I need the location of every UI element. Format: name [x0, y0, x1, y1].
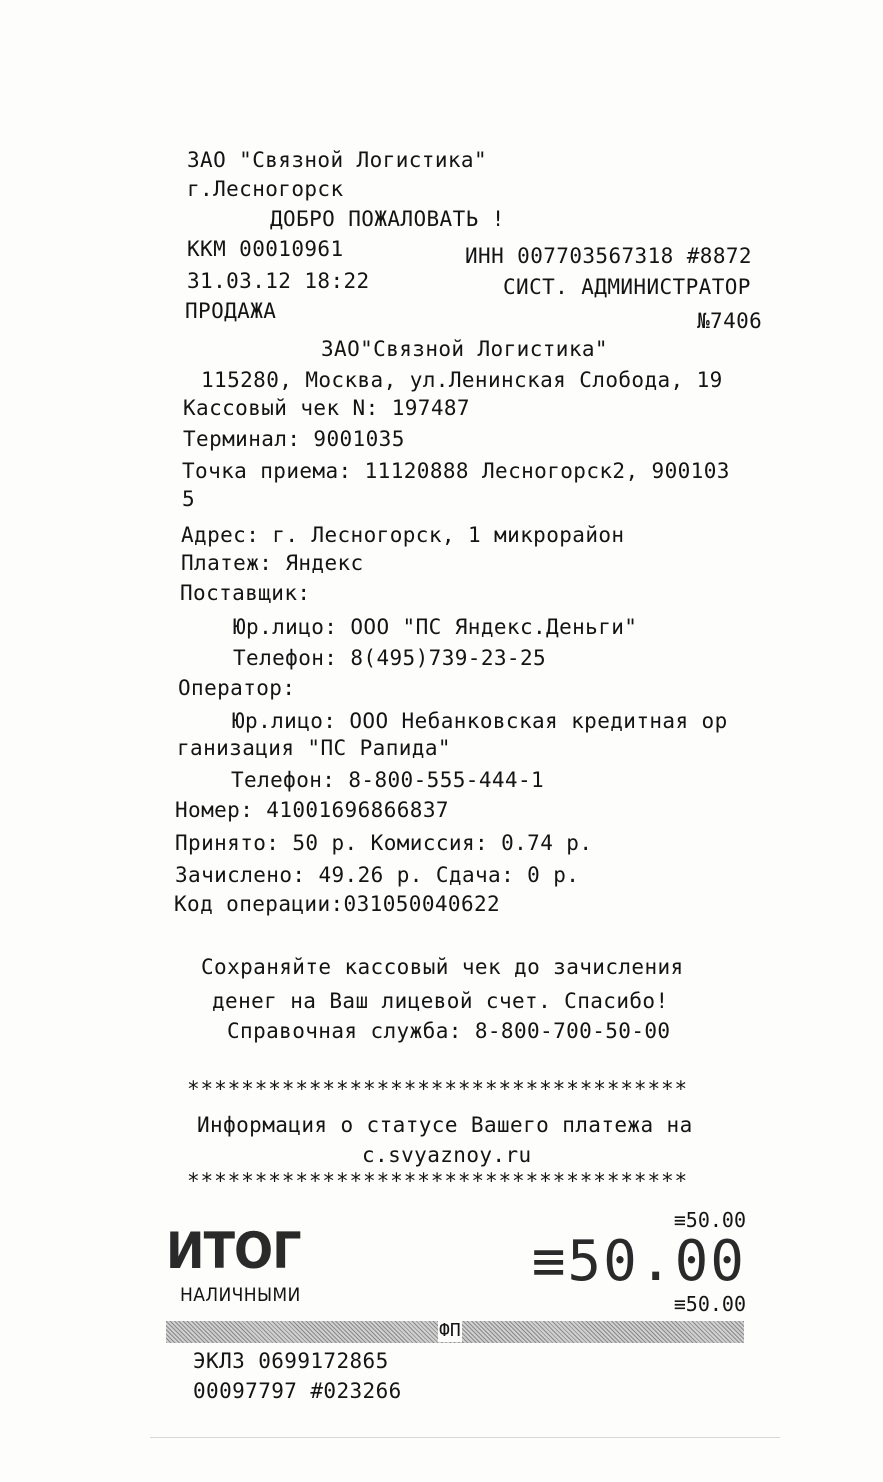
payment-type: Платеж: Яндекс [181, 551, 364, 575]
header-org: ЗАО "Связной Логистика" [187, 148, 487, 172]
operation-code: Код операции:031050040622 [174, 892, 501, 916]
account-number: Номер: 41001696866837 [175, 798, 449, 822]
supplier-label: Поставщик: [180, 581, 311, 605]
cash-amount: ≡50.00 [673, 1292, 746, 1316]
point-line-1: Точка приема: 11120888 Лесногорск2, 900103 [182, 459, 730, 483]
org-name: ЗАО"Связной Логистика" [321, 337, 608, 361]
welcome-text: ДОБРО ПОЖАЛОВАТЬ ! [270, 207, 505, 231]
footer-codes: 00097797 #023266 [193, 1379, 402, 1403]
stars-top: ************************************* [187, 1077, 689, 1101]
total-amount: ≡50.00 [531, 1229, 746, 1294]
total-label: ИТОГ [166, 1222, 301, 1280]
point-address: Адрес: г. Лесногорск, 1 микрорайон [181, 523, 625, 547]
point-line-2: 5 [182, 487, 196, 511]
document-number: №7406 [697, 309, 763, 333]
operator-legal-2: ганизация "ПС Рапида" [177, 736, 451, 760]
info-line-1: Информация о статусе Вашего платежа на [197, 1113, 693, 1137]
eklz-number: ЭКЛЗ 0699172865 [193, 1349, 389, 1373]
operation-type: ПРОДАЖА [185, 299, 277, 323]
receipt-datetime: 31.03.12 18:22 [187, 269, 370, 293]
supplier-legal: Юр.лицо: ООО "ПС Яндекс.Деньги" [233, 615, 638, 639]
org-address: 115280, Москва, ул.Ленинская Слобода, 19 [201, 368, 723, 392]
notice-line-3: Справочная служба: 8-800-700-50-00 [227, 1019, 671, 1043]
kkm-number: ККМ 00010961 [187, 237, 344, 261]
cashier-name: СИСТ. АДМИНИСТРАТОР [503, 275, 751, 299]
accepted-amount: Принято: 50 р. Комиссия: 0.74 р. [175, 831, 593, 855]
notice-line-1: Сохраняйте кассовый чек до зачисления [201, 955, 684, 979]
notice-line-2: денег на Ваш лицевой счет. Спасибо! [212, 989, 669, 1013]
operator-legal-1: Юр.лицо: ООО Небанковская кредитная ор [232, 709, 728, 733]
subtotal-amount: ≡50.00 [673, 1208, 746, 1232]
operator-label: Оператор: [178, 676, 296, 700]
cash-label: НАЛИЧНЫМИ [180, 1284, 301, 1306]
inn-number: ИНН 007703567318 #8872 [465, 244, 752, 268]
supplier-phone: Телефон: 8(495)739-23-25 [233, 646, 547, 670]
paper-tear-edge [150, 1437, 780, 1438]
info-url: c.svyaznoy.ru [362, 1143, 532, 1167]
header-city: г.Лесногорск [187, 177, 344, 201]
receipt-number: Кассовый чек N: 197487 [183, 396, 470, 420]
terminal-id: Терминал: 9001035 [183, 427, 405, 451]
credited-amount: Зачислено: 49.26 р. Сдача: 0 р. [175, 863, 580, 887]
operator-phone: Телефон: 8-800-555-444-1 [231, 768, 545, 792]
fiscal-sign-label: ФП [439, 1320, 461, 1341]
stars-bottom: ************************************* [187, 1169, 689, 1193]
